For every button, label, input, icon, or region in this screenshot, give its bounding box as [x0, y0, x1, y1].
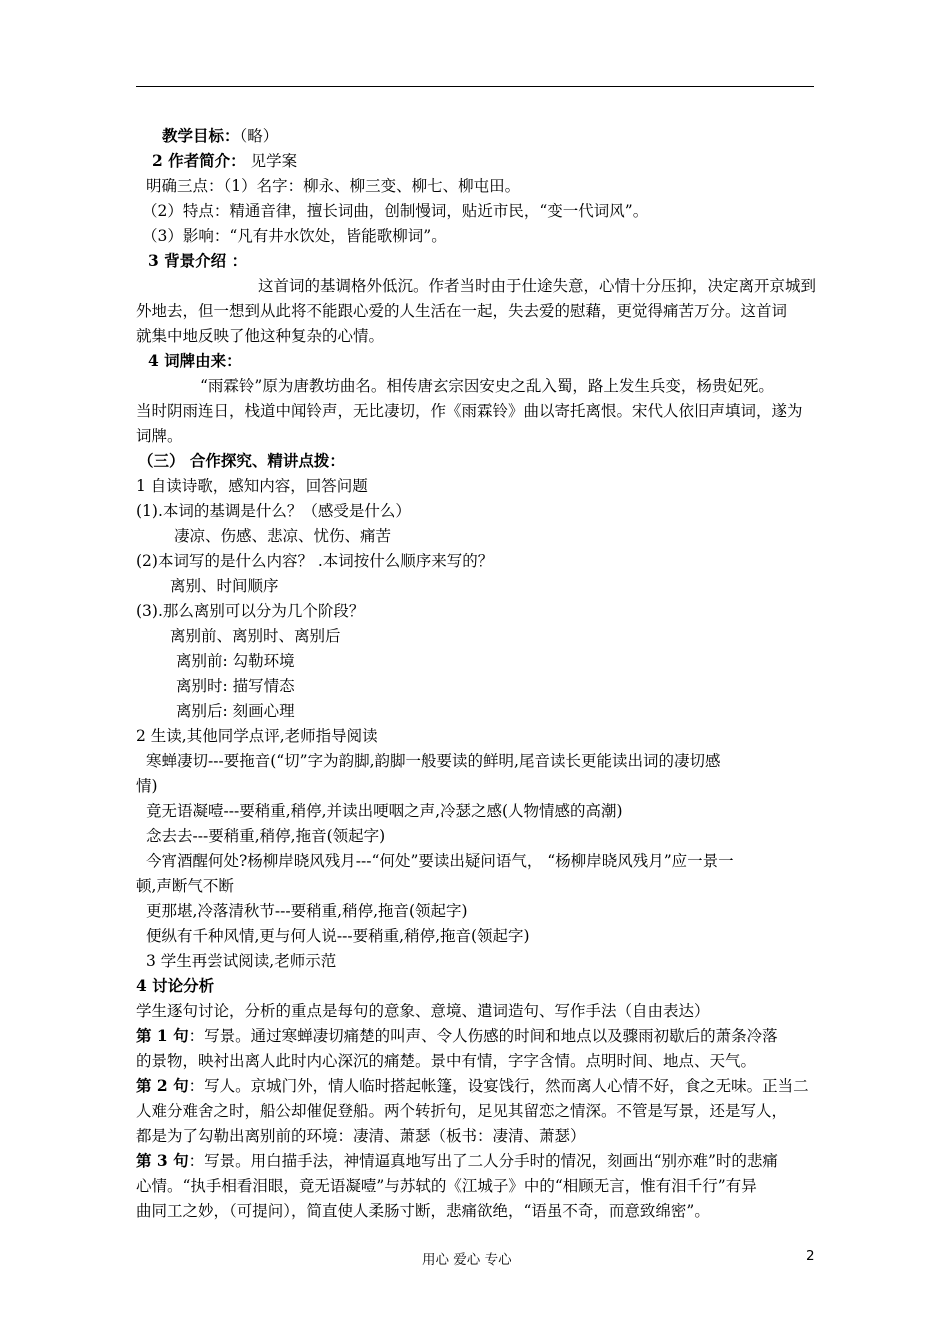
- text-line: [136, 1051, 816, 1071]
- text-span: 顿,声断气不断: [136, 877, 234, 895]
- text-span: 情): [136, 777, 158, 795]
- text-span: 2 生读,其他同学点评,老师指导阅读: [136, 727, 378, 745]
- text-span: (2)本词写的是什么内容？ .本词按什么顺序来写的？: [136, 552, 494, 570]
- text-span: 更那堪,冷落清秋节---要稍重,稍停,拖音(领起字): [146, 902, 468, 920]
- text-line: [146, 826, 816, 846]
- text-span: 都是为了勾勒出离别前的环境：凄清、萧瑟（板书：凄清、萧瑟）: [136, 1127, 586, 1145]
- text-line: [142, 226, 816, 246]
- text-line: [136, 426, 816, 446]
- text-line: [136, 1201, 816, 1221]
- text-line: [146, 951, 816, 971]
- text-line: [146, 851, 816, 871]
- text-span: (3).那么离别可以分为几个阶段？: [136, 602, 365, 620]
- text-line: [200, 376, 816, 396]
- text-line: [136, 501, 816, 521]
- bold-text: 第 2 句: [136, 1076, 189, 1095]
- text-span: 寒蝉凄切---要拖音(“切”字为韵脚,韵脚一般要读的鲜明,尾音读长更能读出词的凄切感: [146, 752, 721, 770]
- text-span: 离别时: 描写情态: [176, 677, 295, 695]
- bold-text: 2 作者简介：: [152, 151, 246, 170]
- text-span: 3 学生再尝试阅读,老师示范: [146, 952, 337, 970]
- text-line: [136, 551, 816, 571]
- text-line: [136, 301, 816, 321]
- text-line: [146, 901, 816, 921]
- text-span: 词牌。: [136, 427, 183, 445]
- text-span: 今宵酒醒何处?杨柳岸晓风残月---“何处”要读出疑问语气， “杨柳岸晓风残月”应一景一: [146, 852, 734, 870]
- text-span: (1).本词的基调是什么？（感受是什么）: [136, 502, 411, 520]
- text-line: [152, 151, 816, 171]
- text-line: [162, 126, 816, 146]
- text-line: [136, 876, 816, 896]
- text-span: 这首词的基调格外低沉。作者当时由于仕途失意，心情十分压抑，决定离开京城到: [258, 277, 817, 295]
- text-line: [136, 1176, 816, 1196]
- text-line: [136, 1101, 816, 1121]
- text-line: [146, 801, 816, 821]
- footer-text: 用心 爱心 专心: [422, 1252, 512, 1268]
- text-span: 便纵有千种风情,更与何人说---要稍重,稍停,拖音(领起字): [146, 927, 530, 945]
- text-line: [170, 626, 816, 646]
- text-span: 当时阴雨连日，栈道中闻铃声，无比凄切，作《雨霖铃》曲以寄托离恨。宋代人依旧声填词，遂为: [136, 402, 803, 420]
- text-line: [142, 201, 816, 221]
- header-rule: [136, 86, 814, 87]
- bold-text: 4 词牌由来：: [148, 351, 242, 370]
- text-span: （2）特点：精通音律，擅长词曲，创制慢词，贴近市民，“变一代词风”。: [142, 202, 649, 220]
- text-span: ：写景。通过寒蝉凄切痛楚的叫声、令人伤感的时间和地点以及骤雨初歇后的萧条冷落: [188, 1027, 778, 1045]
- text-span: 外地去，但一想到从此将不能跟心爱的人生活在一起，失去爱的慰藉，更觉得痛苦万分。这首词: [136, 302, 788, 320]
- bold-text: 第 1 句: [136, 1026, 189, 1045]
- text-span: “雨霖铃”原为唐教坊曲名。相传唐玄宗因安史之乱入蜀，路上发生兵变，杨贵妃死。: [200, 377, 774, 395]
- text-line: [136, 476, 816, 496]
- text-line: [136, 776, 816, 796]
- text-span: 见学案: [245, 152, 298, 170]
- text-span: 的景物，映衬出离人此时内心深沉的痛楚。景中有情，字字含情。点明时间、地点、天气。: [136, 1052, 757, 1070]
- text-span: 念去去---要稍重,稍停,拖音(领起字): [146, 827, 386, 845]
- bold-text: （三） 合作探究、精讲点拨：: [138, 451, 345, 470]
- text-span: ：写人。京城门外，情人临时搭起帐篷，设宴饯行，然而离人心情不好，食之无味。正当二: [188, 1077, 809, 1095]
- text-span: （3）影响：“凡有井水饮处，皆能歌柳词”。: [142, 227, 447, 245]
- text-span: 曲同工之妙，（可提问），简直使人柔肠寸断，悲痛欲绝，“语虽不奇，而意致绵密”。: [136, 1202, 710, 1220]
- text-line: [136, 401, 816, 421]
- text-span: （略）: [239, 127, 279, 145]
- text-span: 心情。“执手相看泪眼，竟无语凝噎”与苏轼的《江城子》中的“相顾无言，惟有泪千行”有异: [136, 1177, 757, 1195]
- text-span: 离别前: 勾勒环境: [176, 652, 295, 670]
- text-span: 学生逐句讨论，分析的重点是每句的意象、意境、遣词造句、写作手法（自由表达）: [136, 1002, 710, 1020]
- text-line: [138, 451, 816, 471]
- text-line: [136, 326, 816, 346]
- text-line: [136, 1026, 816, 1046]
- text-span: 人难分难舍之时，船公却催促登船。两个转折句，足见其留恋之情深。不管是写景，还是写人，: [136, 1102, 788, 1120]
- text-line: [146, 176, 816, 196]
- text-line: [136, 1076, 816, 1096]
- text-line: [174, 526, 816, 546]
- text-span: 离别前、离别时、离别后: [170, 627, 341, 645]
- bold-text: 3 背景介绍 ：: [148, 251, 248, 270]
- text-span: 1 自读诗歌，感知内容，回答问题: [136, 477, 368, 495]
- text-line: [136, 726, 816, 746]
- text-span: 离别后: 刻画心理: [176, 702, 295, 720]
- text-line: [170, 576, 816, 596]
- text-span: 明确三点：（1）名字：柳永、柳三变、柳七、柳屯田。: [146, 177, 521, 195]
- text-line: [136, 601, 816, 621]
- text-span: ：写景。用白描手法，神情逼真地写出了二人分手时的情况，刻画出“别亦难”时的悲痛: [188, 1152, 778, 1170]
- text-line: [136, 1001, 816, 1021]
- text-line: [136, 1126, 816, 1146]
- text-span: 凄凉、伤感、悲凉、忧伤、痛苦: [174, 527, 392, 545]
- bold-text: 4 讨论分析: [136, 976, 215, 995]
- text-line: [136, 976, 816, 996]
- text-line: [136, 1151, 816, 1171]
- text-span: 离别、时间顺序: [170, 577, 279, 595]
- text-span: 就集中地反映了他这种复杂的心情。: [136, 327, 385, 345]
- text-line: [176, 701, 816, 721]
- page-number: 2: [806, 1248, 815, 1264]
- text-line: [148, 351, 816, 371]
- text-line: [258, 276, 816, 296]
- text-line: [176, 651, 816, 671]
- text-line: [148, 251, 816, 271]
- text-line: [176, 676, 816, 696]
- bold-text: 教学目标：: [162, 126, 240, 145]
- text-line: [146, 751, 816, 771]
- bold-text: 第 3 句: [136, 1151, 189, 1170]
- text-span: 竟无语凝噎---要稍重,稍停,并读出哽咽之声,冷瑟之感(人物情感的高潮): [146, 802, 623, 820]
- text-line: [146, 926, 816, 946]
